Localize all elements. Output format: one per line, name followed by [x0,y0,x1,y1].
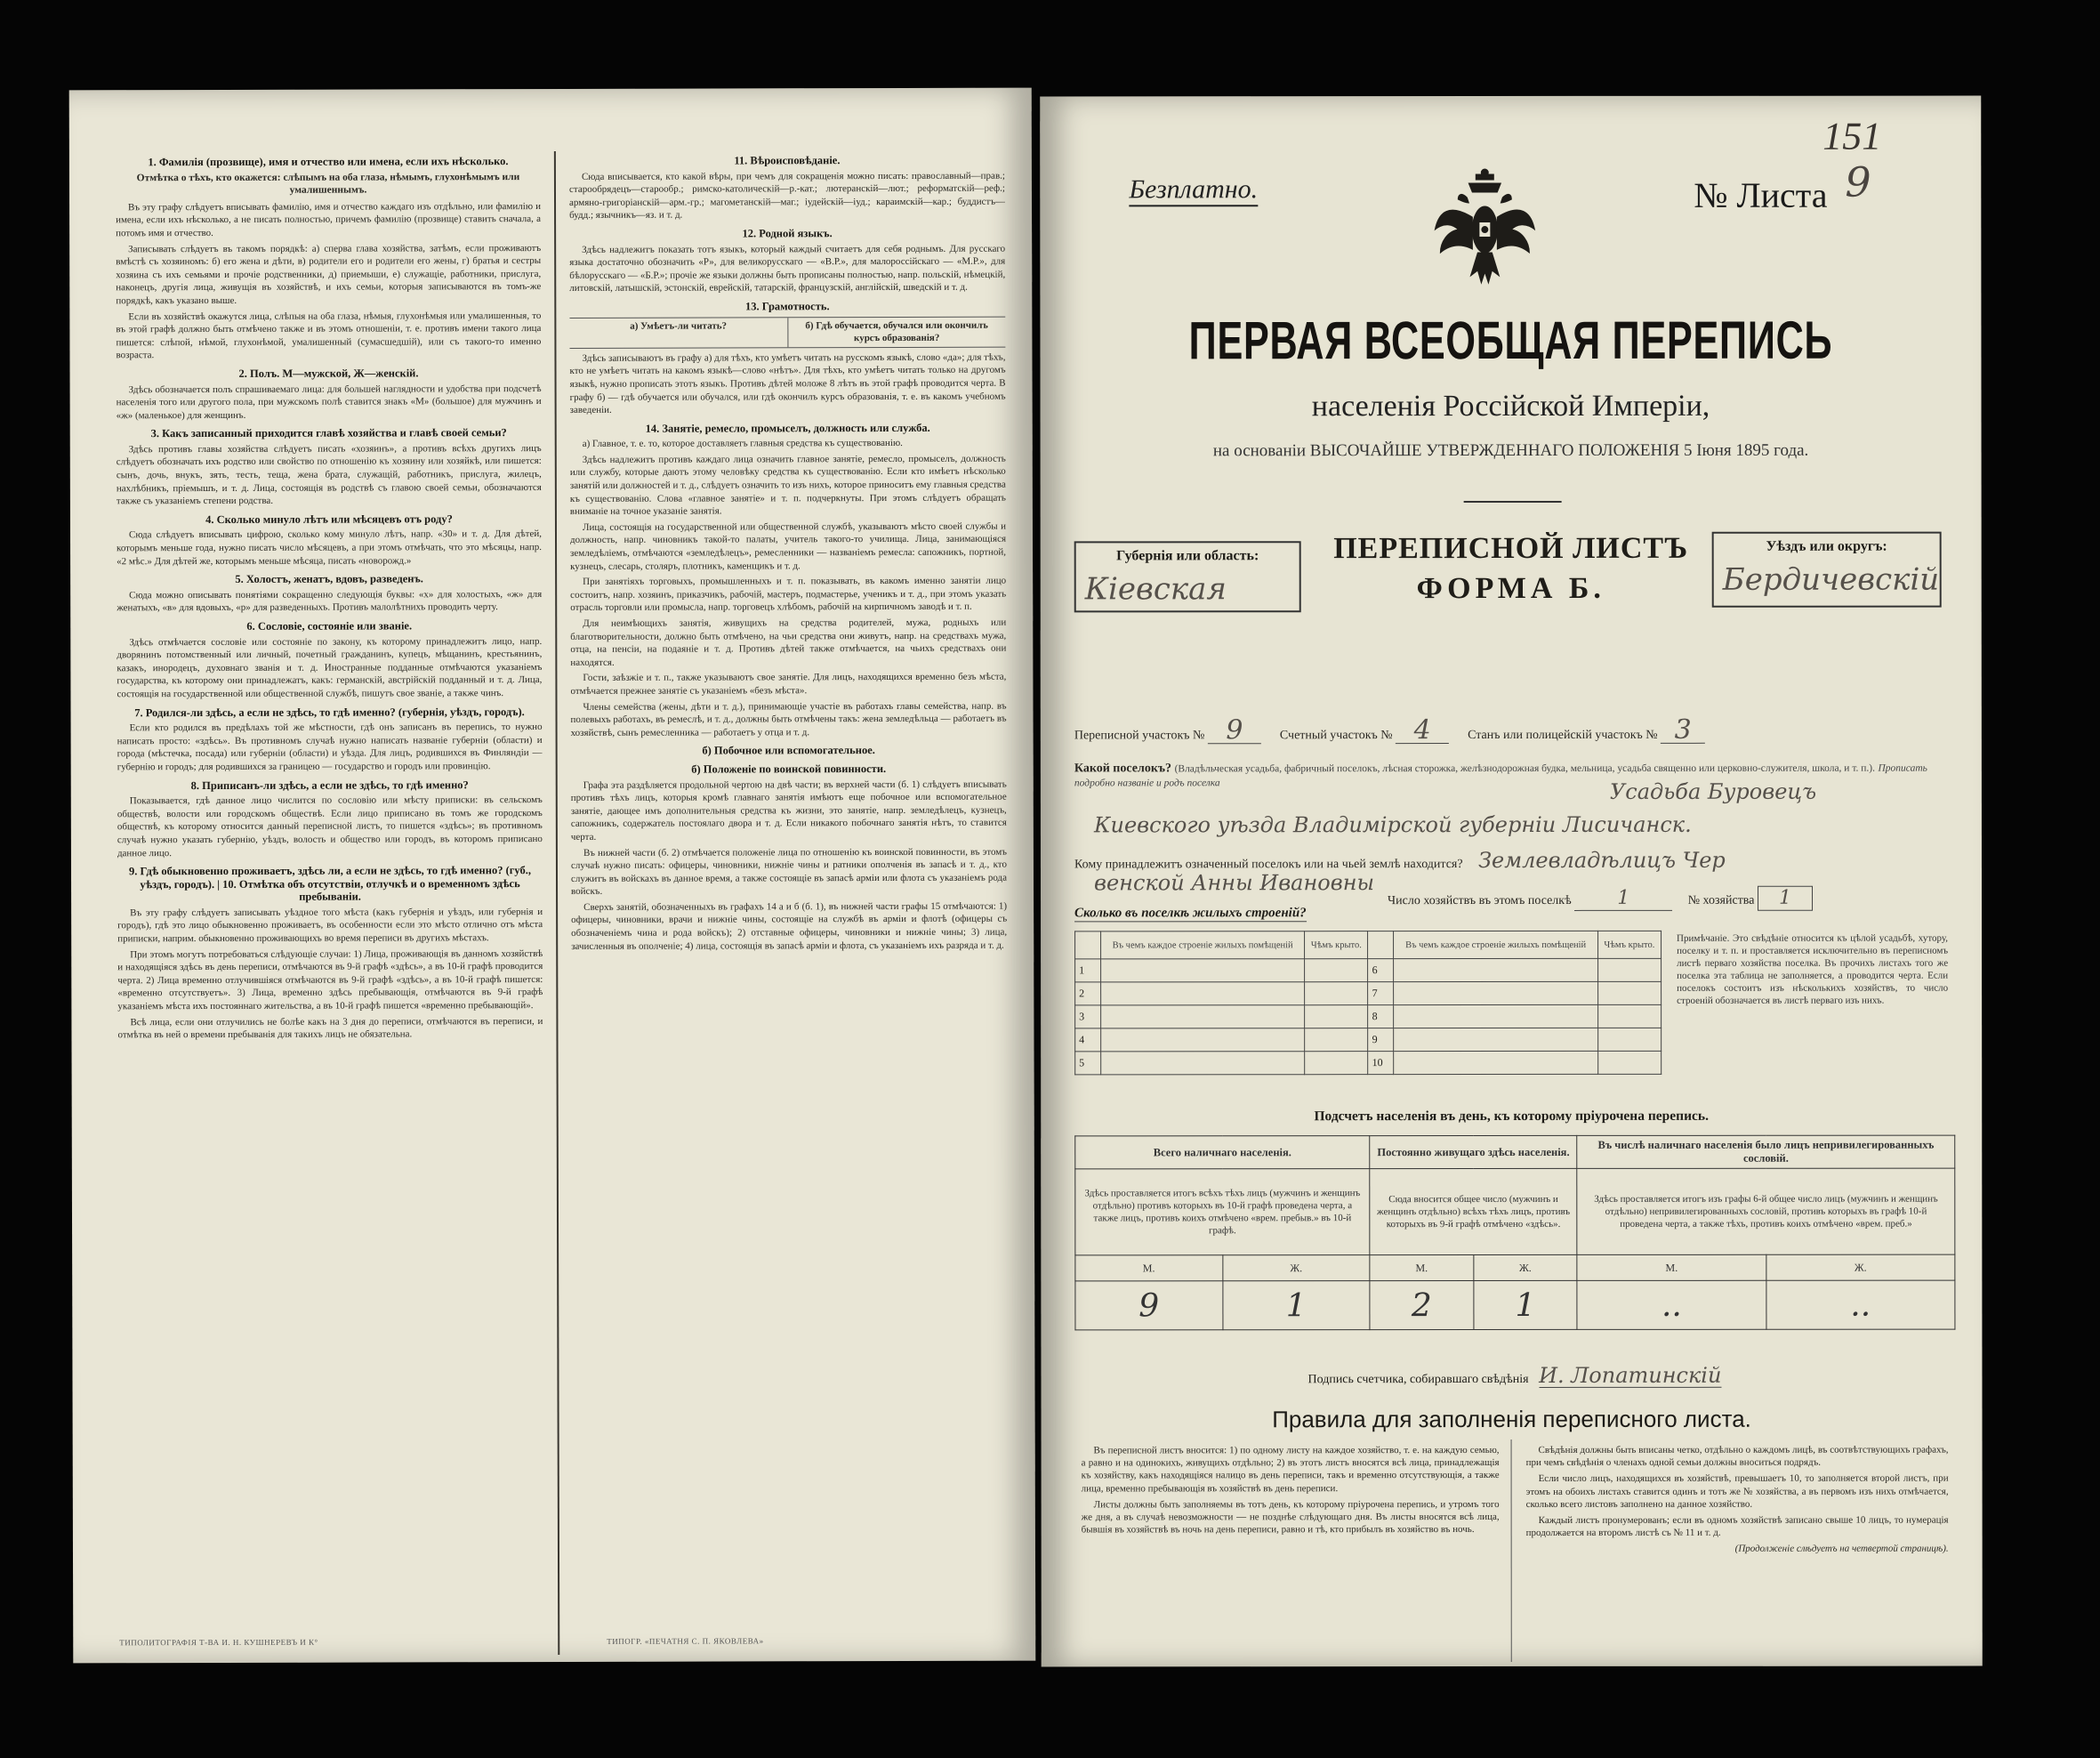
instruction-paragraph: Записывать слѣдуетъ въ такомъ порядкѣ: а) сперва глава хозяйства, затѣмъ, если проживаютъ вмѣстѣ съ хозяиномъ: б) его жена и дѣти, в) родители его и родители его жены, г) братья и сестры хозяина съ ихъ семьями и прочіе родственники, д) приемыши, е) служащіе, работники, прислуга, наконецъ, другія лица, живущія въ хозяйствѣ, и ихъ семьи, которыя записываются въ томъ-же порядкѣ, какъ указано выше. [116,242,542,307]
female-label: Ж. [1766,1254,1955,1280]
instruction-paragraph: Въ нижней части (б. 2) отмѣчается положеніе лица по отношенію къ воинской повинности, въ этомъ случаѣ нужно писать: офицеры, чиновники, нижніе чины и ратники ополченія въ запасѣ и т. д., кто служитъ въ войскахъ въ данное время, а также состоящіе въ запасѣ армiи или флота съ указаніемъ рода войскъ. [570,846,1008,898]
rule-paragraph: Каждый листъ пронумерованъ; если въ одномъ хозяйствѣ записано свыше 10 лицъ, то нумерація продолжается на второмъ листѣ съ № 11 и т. д. [1525,1514,1949,1539]
instruction-heading: 5. Холостъ, женатъ, вдовъ, разведенъ. [235,572,423,586]
instruction-paragraph: Если кто родился въ предѣлахъ той же мѣстности, гдѣ онъ записанъ въ перепись, то нужно написать просто: «здѣсь». Въ противномъ случаѣ нужно написать названіе губерніи (области) и города (мѣстечка, посада) или губерніи (области) и уѣзда. Для лицъ, родившихся въ Финляндіи — губернію и городъ; для родившихся за границею — государство и городъ или провинцію. [117,722,543,773]
instructions-column-left [116,149,544,1663]
instruction-heading: 11. Вѣроисповѣданіе. [734,154,841,167]
settlement-hint-2: Прописать подробно названіе и родъ поселка [1074,762,1927,789]
census-area-value: 9 [1226,714,1243,746]
instruction-note: Отмѣтка о тѣхъ, кто окажется: слѣпымъ на оба глаза, нѣмымъ, глухонѣмымъ или умалишеннымъ. [136,171,520,196]
instruction-paragraph: Для неимѣющихъ занятія, живущихъ на средства родителей, мужа, родныхъ или благотворительности, должно быть отмѣчено, на чьи средства они живутъ, напр. на средствахъ мужа, отца, на пенсіи, на подаяніе и т. д. Противъ дѣтей также отмѣчается, на чьихъ средствахъ они находятся. [570,617,1007,668]
table-row: 1 6 [1075,958,1661,982]
owner-label: Кому принадлежитъ означенный поселокъ или на чьей землѣ находится? [1074,858,1463,872]
instruction-heading: б) Положеніе по воинской повинности. [691,762,887,776]
province-label: Губернія или область: [1116,548,1259,564]
instruction-heading: 2. Полъ. М—мужской, Ж—женскій. [238,367,419,380]
instruction-heading: 14. Занятіе, ремесло, промыселъ, должность или служба. [645,421,930,435]
owner-row [1074,848,1726,874]
buildings-header: Чѣмъ крыто. [1597,931,1661,958]
settlement-label: Какой поселокъ? [1074,762,1172,776]
instruction-paragraph: Члены семейства (жены, дѣти и т. д.), принимающіе участіе въ работахъ главы семейства, напр. въ полевыхъ работахъ, въ ремеслѣ, и т. д., должны быть отмѣчены такъ: жена земледѣльца — работаетъ въ хозяйствѣ, сынъ ремесленника — работаетъ у отца и т. д. [570,700,1007,738]
instruction-paragraph: При этомъ могутъ потребоваться слѣдующіе случаи: 1) Лица, проживающія въ данномъ хозяйствѣ и находящіяся здѣсь въ день переписи, отмѣчаются въ 9-й графѣ «здѣсь», а въ 10-й графѣ проводится черта. 2) Лица временно отлучившіяся отмѣчаются въ 9-й графѣ «здѣсь», а въ 10-й графѣ пишется: «временно отсутствуетъ». 3) Лица, временно здѣсь пребывающія, отмѣчаются въ 9-й графѣ указаніемъ мѣста ихъ постояннаго жительства, а въ 10-й графѣ пишется «временно пребывающій». [117,948,543,1012]
right-page-census-form [1040,96,1983,1667]
count-header-unprivileged: Въ числѣ наличнаго населенія было лицъ непривилегированныхъ сословій. [1577,1135,1955,1168]
rules-column-left [1082,1444,1500,1657]
instruction-heading: б) Побочное или вспомогательное. [702,744,875,757]
settlement-handwriting-2: Киевского уѣзда Владимірской губерніи Лисичанск. [1093,811,1692,838]
instruction-paragraph: Гости, заѣзжіе и т. п., также указываютъ свое занятіе. Для лицъ, находящихся временно безъ мѣста, отмѣчается прежнее занятіе съ указаніемъ «безъ мѣста». [570,672,1007,697]
count-header-permanent: Постоянно живущаго здѣсь населенія. [1370,1135,1577,1168]
instruction-paragraph: Здѣсь надлежитъ противъ каждаго лица означить главное занятіе, ремесло, промыселъ, должность или службу, которые даютъ этому человѣку средства къ существованію. Если кто имѣетъ нѣсколько занятій или должностей и т. д., слѣдуетъ означить то изъ нихъ, которое приноситъ ему главныя средства къ существованію. Слова «главное занятіе» и т. п. подчеркнуты. При этомъ слѣдуетъ обращать вниманіе на точное указаніе занятія. [569,453,1006,518]
instruction-paragraph: Сюда можно описывать понятіями сокращенно следующія буквы: «х» для холостыхъ, «ж» для женатыхъ, «в» для вдовыхъ, «р» для разведенныхъ. Противъ малолѣтнихъ проводить черту. [117,588,543,614]
district-value: Бердичевскій [1722,561,1940,598]
instruction-paragraph: Здѣсь надлежитъ показать тотъ языкъ, который каждый считаетъ для себя роднымъ. Для русскаго языка достаточно обозначить «Р», для великорусскаго — «В.Р.», для малороссійскаго — «М.Р.», для бѣлорусскаго — «Б.Р.»; прочіе же языки должны быть прописаны полностью, напр. польскій, нѣмецкій, литовскій, латышскій, эстонскій, еврейскій, татарскій, французскій, англійскій, шведскій и т. д. [569,243,1006,294]
printer-imprint-right: ТИПОГР. «ПЕЧАТНЯ С. П. ЯКОВЛЕВА» [607,1636,764,1646]
count-desc-present: Здѣсь проставляется итогъ всѣхъ тѣхъ лицъ (мужчинъ и женщинъ отдѣльно) противъ которыхъ въ 10-й графѣ проведена черта, а также лицъ, противъ коихъ отмѣчено «врем. пребыв.» въ 10-й графѣ. [1075,1169,1370,1255]
buildings-title: Сколько въ поселкѣ жилыхъ строеній? [1074,906,1307,921]
table-row: 2 7 [1075,981,1661,1005]
instruction-heading: 13. Грамотность. [745,300,830,313]
unprivileged-female-count: .. [1766,1280,1955,1329]
district-box [1712,532,1942,608]
imperial-eagle-emblem-icon [1431,167,1538,292]
permanent-female-count: 1 [1474,1280,1578,1329]
instruction-paragraph: Показывается, гдѣ данное лицо числится по сословію или мѣсту приписки: въ сельскомъ обществѣ, волости или городскомъ обществѣ. Если лицо приписано въ томъ же городскомъ обществѣ, къ которому относится данный переписной листъ, то пишется «здѣсь»; въ противномъ случаѣ нужно указать губернію, уѣздъ, волость и общество или городъ, въ которомъ приписано данное лицо. [117,794,543,859]
instruction-paragraph: Графа эта раздѣляется продольной чертою на двѣ части; въ верхней части (б. 1) слѣдуетъ вписывать противъ тѣхъ лицъ, которыя кромѣ главнаго занятія имѣютъ еще побочное или вспомогательное занятіе, дающее имъ дополнительныя средства къ жизни, это занятіе, напр. земледѣлецъ, кузнецъ, сапожникъ, содержатель постоялаго двора и т. д. Если никакого побочнаго занятія нѣтъ, то ставится черта. [570,778,1007,843]
instruction-paragraph: а) Главное, т. е. то, которое доставляетъ главныя средства къ существованію. [582,438,903,450]
printer-imprint-left: ТИПОЛИТОГРАФІЯ Т-ВА И. Н. КУШНЕРЕВЪ И К° [119,1637,318,1648]
instruction-paragraph: Здѣсь обозначается полъ спрашиваемаго лица: для большей наглядности и удобства при подсчетѣ населенія того или другого пола, при мужскомъ полѣ ставится знакъ «М» (большое) для мужчинъ и «ж» (маленькое) для женщинъ. [116,383,542,421]
instruction-paragraph: Здѣсь отмѣчается сословіе или состояніе по закону, къ которому принадлежитъ лицо, напр. дворянинъ потомственный или личный, почетный гражданинъ, купецъ, мѣщанинъ, крестьянинъ, казакъ, инородецъ, духовнаго званія и т. д. Иностранные подданные отмѣчаются указаніемъ государства, къ которому они принадлежатъ, какъ: германскій, австрійскій подданный и т. д. Лица, состоящія на государственной или общественной службѣ, пишутъ свое званіе, а также чинъ. [117,635,543,700]
rule-paragraph: Въ переписной листъ вносится: 1) по одному листу на каждое хозяйство, т. е. на каждую семью, а равно и на одинокихъ, живущихъ отдѣльно; 2) въ этотъ листъ вносятся всѣ лица, принадлежащія къ хозяйству, какъ находящіяся налицо въ день переписи, такъ и временно отсутствующія, а также лица, временно пребывающія въ хозяйствѣ въ день переписи. [1081,1445,1500,1495]
literacy-question: б) Гдѣ обучается, обучался или окончилъ курсъ образованія? [787,317,1006,347]
census-subtitle: населенія Россійской Имперіи, [1311,389,1710,423]
rules-column-right [1526,1444,1949,1657]
buildings-header: Чѣмъ крыто. [1305,931,1368,959]
count-area-value: 4 [1413,714,1431,746]
permanent-male-count: 2 [1370,1281,1474,1330]
stan-value: 3 [1674,714,1692,746]
instruction-heading: 7. Родился-ли здѣсь, а если не здѣсь, то гдѣ именно? (губернія, уѣздъ, городъ). [134,705,525,719]
table-row: 5 10 [1075,1051,1661,1075]
rule-paragraph: Свѣдѣнія должны быть вписаны четко, отдѣльно о каждомъ лицѣ, въ соотвѣтствующихъ графахъ, при чемъ свѣдѣнія о членахъ одной семьи должны вноситься подрядъ. [1525,1444,1949,1469]
instructions-column-right [569,149,1009,1662]
household-no-value: 1 [1778,886,1791,909]
instruction-paragraph: Сюда слѣдуетъ вписывать цифрою, сколько кому минуло лѣтъ, напр. «30» и т. д. Для дѣтей, которымъ меньше года, нужно писать число мѣсяцевъ, а при этомъ отмѣчать, что это мѣсяцы, напр. «2 мѣс.» Для дѣтей же, которымъ меньше мѣсяца, писать «новорожд.» [117,528,543,567]
count-header-present: Всего наличнаго населенія. [1075,1136,1370,1169]
buildings-header: Въ чемъ каждое строеніе жилыхъ помѣщеній [1101,931,1305,959]
male-label: М. [1577,1254,1766,1280]
census-area-label: Переписной участокъ № [1074,729,1205,743]
instruction-paragraph: При занятіяхъ торговыхъ, промышленныхъ и т. п. показывать, въ какомъ именно занятіи лицо состоитъ, напр. хозяинъ, приказчикъ, рабочій, мастеръ, подмастерье, ученикъ и т. д., при этомъ указать отрасль торговли или промысла, напр. торговецъ хлѣбомъ, рабочій на кирпичномъ заводѣ и т. п. [570,575,1007,614]
owner-value-1: Землевладѣлицъ Чер [1478,847,1726,874]
left-page [69,88,1036,1664]
census-legal-basis: на основаніи ВЫСОЧАЙШЕ УТВЕРЖДЕННАГО ПОЛОЖЕНІЯ 5 Іюня 1895 года. [1212,440,1809,461]
sheet-number-value: 9 [1845,157,1871,206]
household-no-label: № хозяйства [1687,893,1755,907]
instruction-paragraph: Лица, состоящія на государственной или общественной службѣ, указываютъ мѣсто своей службы и должность, напр. чиновникъ такой-то палаты, учитель такого-то училища. Лица, занимающіяся земледѣліемъ, отмѣчаются «земледѣлецъ», ремесленники — названіемъ ремесла: сапожникъ, портной, кузнецъ, слесарь, столяръ, плотникъ, каменщикъ и т. д. [569,520,1007,572]
present-male-count: 9 [1075,1281,1223,1330]
households-value: 1 [1617,886,1630,909]
present-female-count: 1 [1222,1281,1370,1330]
households-row [1388,886,1813,911]
settlement-hint: (Владѣльческая усадьба, фабричный поселокъ, лѣсная сторожка, желѣзнодорожная будка, мельница, усадьба священно или церковно-служителя, школа, и т. п.). [1174,762,1875,775]
instruction-paragraph: Сюда вписывается, кто какой вѣры, при чемъ для сокращенія можно писать: православный—прав.; старообрядецъ—старообр.; римско-католическій—р.-кат.; лютеранскій—лют.; реформатскій—реф.; армяно-григоріанскій—арм.-гр.; магометанскій—маг.; іудейскій—іуд.; караимскій—кар.; буддистъ—будд.; язычникъ—яз. и т. д. [568,170,1006,222]
male-label: М. [1075,1255,1223,1281]
count-area-label: Счетный участокъ № [1279,729,1393,743]
population-count-table [1074,1135,1955,1331]
area-numbers-row [1074,714,1705,746]
free-label: Безплатно. [1129,174,1258,206]
column-divider [554,151,559,1655]
collector-signature-row [1307,1364,1721,1388]
form-type: ФОРМА Б. [1416,571,1605,606]
literacy-question: а) Умѣетъ-ли читать? [630,320,728,332]
female-label: Ж. [1474,1254,1578,1280]
settlement-row [1074,762,1955,791]
instruction-paragraph: Сверхъ занятій, обозначенныхъ въ графахъ 14 а и б (б. 1), въ нижней части графы 15 отмѣчаются: 1) офицеры, чиновники, врачи и нижніе чины, состоящіе на службѣ въ арміи и флотѣ (офицеры съ обозначеніемъ чина и рода войскъ); 2) отставные офицеры, чиновники и нижніе чины; 3) лица, зачисленныя въ ополченіе; 4) лица, состоящія въ запасѣ арміи и флота, съ указаніемъ ихъ разряда и т. д. [571,900,1008,952]
census-title: ПЕРВАЯ ВСЕОБЩАЯ ПЕРЕПИСЬ [1188,310,1833,371]
instruction-heading: 9. Гдѣ обыкновенно проживаетъ, здѣсь ли, а если не здѣсь, то гдѣ именно? (губ., уѣздъ, городъ). | 10. Отмѣтка объ отсутствіи, отлучкѣ и о временномъ здѣсь пребываніи. [128,864,532,904]
district-label: Уѣздъ или округъ: [1766,538,1887,554]
instruction-heading: 4. Сколько минуло лѣтъ или мѣсяцевъ отъ роду? [205,512,453,526]
literacy-questions [569,316,1005,348]
instruction-heading: 6. Сословіе, состояніе или званіе. [246,619,413,633]
stan-label: Станъ или полицейскій участокъ № [1468,728,1658,743]
owner-handwriting-2: венской Анны Ивановны [1093,870,1375,896]
table-row: 3 8 [1075,1004,1661,1028]
buildings-header: Въ чемъ каждое строеніе жилыхъ помѣщеній [1394,931,1597,958]
province-value: Кіевская [1084,571,1227,608]
title-divider [1464,501,1562,503]
count-desc-unprivileged: Здѣсь проставляется итогъ изъ графы 6-й общее число лицъ (мужчинъ и женщинъ отдѣльно) непривилегированныхъ сословій, противъ которыхъ въ графѣ 10-й проведена черта, а также тѣхъ, противъ коихъ отмѣчено «врем. преб.» [1577,1168,1955,1254]
collector-signature: И. Лопатинскій [1539,1362,1722,1388]
instruction-heading: 3. Какъ записанный приходится главѣ хозяйства и главѣ своей семьи? [150,426,507,440]
instruction-paragraph: Здѣсь противъ главы хозяйства слѣдуетъ писать «хозяинъ», а противъ всѣхъ другихъ лицъ слѣдуетъ обозначать ихъ родство или свойство по отношенію къ хозяину или хозяйкѣ, или пишется: сынъ, дочь, внукъ, зять, тесть, теща, жена брата, служащій, работникъ, прислуга, жилецъ, нахлѣбникъ, пріемышъ, и т. д. Лица, состоящія въ родствѣ съ главою своей семьи, обозначаются также съ указаніемъ степени родства. [116,442,542,507]
households-label: Число хозяйствъ въ этомъ поселкѣ [1388,893,1572,908]
form-title: ПЕРЕПИСНОЙ ЛИСТЪ [1333,531,1689,566]
instruction-heading: 8. Приписанъ-ли здѣсь, а если не здѣсь, то гдѣ именно? [190,778,469,792]
instruction-paragraph: Если въ хозяйствѣ окажутся лица, слѣпыя на оба глаза, нѣмыя, глухонѣмыя или умалишенныя, то въ этой графѣ должно быть отмѣчено также и въ этомъ отношеніи, т. е. противъ имени такого лица пишется: слѣпой, нѣмой, глухонѣмой, умалишенный (сумасшедшій), или съ такого-то именно возраста. [116,310,542,361]
rules-title: Правила для заполненія переписного листа. [1272,1405,1751,1433]
rules-divider [1511,1439,1512,1662]
instruction-paragraph: Здѣсь записываютъ въ графу а) для тѣхъ, кто умѣетъ читать на русскомъ языкѣ, слово «да»; для тѣхъ, кто не умѣетъ читать на какомъ языкѣ—слово «нѣтъ». Для тѣхъ, кто умѣетъ читать только на другомъ языкѣ, нужно прописать этотъ языкъ. Противъ дѣтей моложе 8 лѣтъ въ этой графѣ проводится черта. В графу б) — гдѣ обучается или обучался, или гдѣ окончилъ курсъ образованія, т. е. въ какомъ учебномъ заведеніи. [569,351,1006,416]
buildings-table [1074,931,1661,1076]
instruction-paragraph: Въ эту графу слѣдуетъ вписывать фамилію, имя и отчество каждаго изъ отдѣльно, или фамилію и имена, если ихъ нѣсколько, а не писать полностью, причемъ фамилію (прозвище) ставить сначала, а потомъ имя и отчество. [116,200,542,239]
collector-label: Подпись счетчика, собиравшаго свѣдѣнія [1307,1372,1529,1387]
table-row: 4 9 [1075,1028,1661,1052]
rules-continuation-note: (Продолженіе слѣдуетъ на четвертой страницѣ). [1734,1543,1949,1555]
settlement-handwriting-1: Усадьба Буровецъ [1609,778,1817,804]
female-label: Ж. [1222,1255,1370,1281]
handwritten-archive-number: 151 [1822,114,1882,158]
instruction-heading: 12. Родной языкъ. [742,227,833,240]
male-label: М. [1370,1255,1474,1281]
rule-paragraph: Если число лицъ, находящихся въ хозяйствѣ, превышаетъ 10, то заполняется второй листъ, при этомъ на обоихъ листахъ ставится одинъ и тотъ же № хозяйства, а въ первомъ изъ нихъ отмѣчается, сколько всего листовъ заполнено на данное хозяйство. [1525,1472,1949,1510]
buildings-note: Примѣчаніе. Это свѣдѣніе относится къ цѣлой усадьбѣ, хутору, поселку и т. п. и проставляется исключительно въ переписномъ листѣ перваго хозяйства поселка. Въ прочихъ листахъ того же поселка эта таблица не заполняется, а проводится черта. Если поселокъ состоитъ изъ нѣсколькихъ хозяйствъ, то число строеній обозначается въ листѣ перваго изъ нихъ. [1677,932,1949,1006]
unprivileged-male-count: .. [1577,1280,1766,1329]
population-count-title: Подсчетъ населенія въ день, къ которому пріурочена перепись. [1314,1108,1710,1125]
instruction-paragraph: Всѣ лица, если они отлучились не болѣе какъ на 3 дня до переписи, отмѣчаются въ переписи, и отмѣтка въ ней о времени пребыванія для такихъ лицъ не обязательна. [117,1015,543,1041]
instruction-paragraph: Въ эту графу слѣдуетъ записывать уѣздное того мѣста (какъ губернія и уѣздъ, или губернія и городъ), гдѣ это лицо обыкновенно проживаетъ, въ особенности если это мѣсто отлично отъ мѣста приписки, наприм. обыкновенно проживающихъ во время переписи въ другихъ мѣстахъ. [117,906,543,945]
count-desc-permanent: Сюда вносится общее число (мужчинъ и женщинъ отдѣльно) всѣхъ тѣхъ лицъ, противъ которыхъ въ 9-й графѣ отмѣчено «здѣсь». [1370,1168,1577,1254]
sheet-number-label: № Листа [1694,174,1828,215]
rule-paragraph: Листы должны быть заполняемы въ тотъ день, къ которому пріурочена перепись, и утромъ того же дня, а въ случаѣ невозможности — не позднѣе слѣдующаго дня. Въ листы вносятся всѣ лица, бывшія въ хозяйствѣ въ ночь на день переписи, равно и тѣ, кто прибылъ въ хозяйство въ ночь. [1081,1498,1500,1536]
instruction-heading: 1. Фамилія (прозвище), имя и отчество или имена, если ихъ нѣсколько. [148,155,509,169]
